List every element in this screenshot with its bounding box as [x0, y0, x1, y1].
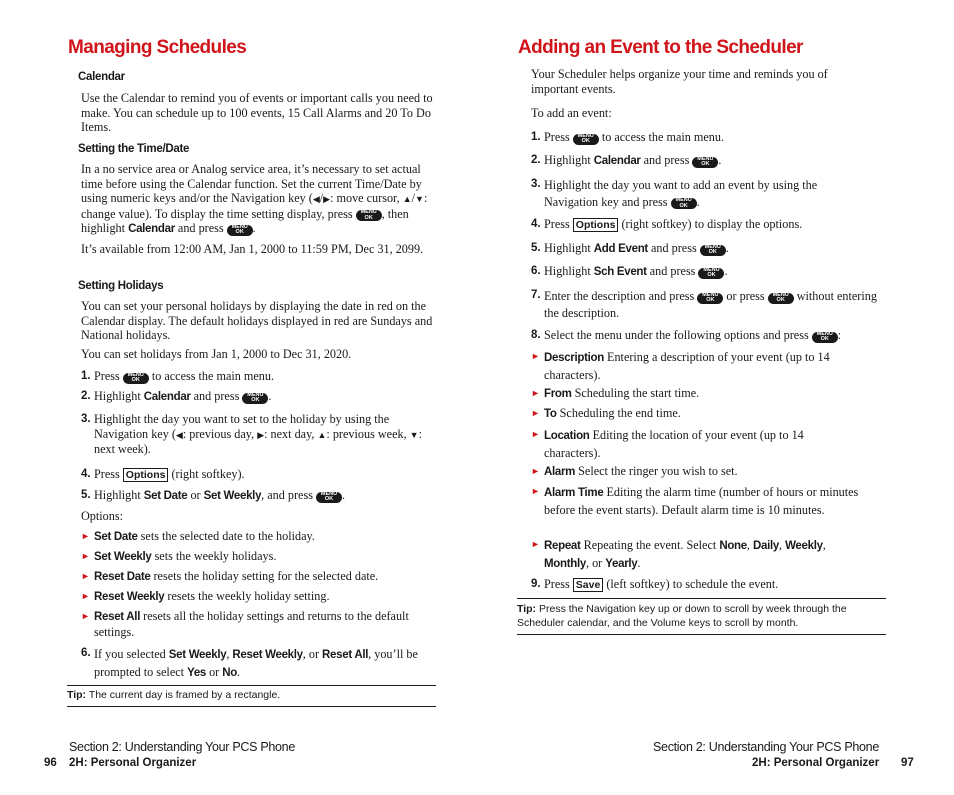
option-item: Reset Date resets the holiday setting for the selected date.: [94, 569, 379, 583]
save-softkey-label: Save: [573, 578, 604, 592]
up-arrow-icon: ▲: [402, 194, 412, 205]
left-arrow-icon: ◀: [312, 194, 320, 205]
step-6: If you selected Set Weekly, Reset Weekly, or Reset All, you’ll be prompted to select Yes or No.: [94, 647, 418, 679]
option-item: Location Editing the location of your event (up to 14 characters).: [544, 428, 804, 460]
holidays-range: You can set holidays from Jan 1, 2000 to Dec 31, 2020.: [81, 347, 352, 361]
bullet-icon: ►: [81, 551, 90, 561]
bullet-icon: ►: [531, 486, 540, 496]
step-2: Highlight Calendar and press MENU OK .: [544, 153, 722, 167]
menu-ok-key-icon: MENU OK: [573, 134, 599, 145]
option-item: Reset All resets all the holiday settings and returns to the default settings.: [94, 609, 409, 639]
page-title: Managing Schedules: [68, 37, 247, 58]
footer-section: Section 2: Understanding Your PCS Phone: [653, 740, 879, 754]
option-item: Repeat Repeating the event. Select None, Daily, Weekly, Monthly, or Yearly.: [544, 538, 826, 570]
menu-ok-key-icon: MENU OK: [697, 293, 723, 304]
page-number: 97: [901, 757, 914, 769]
option-item: To Scheduling the end time.: [544, 406, 681, 420]
bullet-icon: ►: [531, 539, 540, 549]
menu-ok-key-icon: MENU OK: [316, 492, 342, 503]
step-number: 9.: [531, 578, 541, 590]
right-arrow-icon: ▶: [323, 194, 331, 205]
menu-ok-key-icon: MENU OK: [242, 393, 268, 404]
time-date-heading: Setting the Time/Date: [78, 143, 190, 155]
right-arrow-icon: ▶: [257, 429, 265, 440]
bullet-icon: ►: [531, 466, 540, 476]
step-6: Highlight Sch Event and press MENU OK .: [544, 264, 728, 278]
calendar-heading: Calendar: [78, 71, 125, 83]
step-number: 6.: [81, 647, 91, 659]
step-4: Press Options (right softkey) to display the options.: [544, 217, 803, 231]
step-5: Highlight Set Date or Set Weekly, and press MENU OK .: [94, 488, 346, 502]
menu-ok-key-icon: MENU OK: [356, 210, 382, 221]
step-number: 4.: [531, 218, 541, 230]
footer-chapter: 2H: Personal Organizer: [69, 757, 197, 769]
footer-chapter: 2H: Personal Organizer: [752, 757, 880, 769]
bullet-icon: ►: [81, 591, 90, 601]
up-arrow-icon: ▲: [317, 429, 327, 440]
step-number: 2.: [81, 390, 91, 402]
menu-ok-key-icon: MENU OK: [812, 332, 838, 343]
step-4: Press Options (right softkey).: [94, 467, 245, 481]
menu-ok-key-icon: MENU OK: [123, 373, 149, 384]
option-item: Alarm Select the ringer you wish to set.: [544, 464, 738, 478]
down-arrow-icon: ▼: [415, 194, 424, 205]
tip-box: Tip: Press the Navigation key up or down to scroll by week through the Scheduler calendar, and the Volume keys to scroll by month.: [517, 598, 886, 635]
step-3: Highlight the day you want to add an event by using the Navigation key and press MENU OK .: [544, 178, 818, 209]
step-number: 1.: [81, 370, 91, 382]
step-number: 1.: [531, 131, 541, 143]
menu-ok-key-icon: MENU OK: [698, 268, 724, 279]
step-number: 7.: [531, 289, 541, 301]
holidays-heading: Setting Holidays: [78, 280, 164, 292]
step-number: 5.: [81, 489, 91, 501]
step-number: 4.: [81, 468, 91, 480]
time-date-range: It’s available from 12:00 AM, Jan 1, 2000 to 11:59 PM, Dec 31, 2099.: [81, 242, 424, 256]
option-item: Description Entering a description of your event (up to 14 characters).: [544, 350, 830, 382]
step-7: Enter the description and press MENU OK or press MENU OK without entering the description.: [544, 289, 877, 320]
calendar-text: Use the Calendar to remind you of events or important calls you need to make. You can schedule up to 100 events, 15 Call Alarms and 20 To Do Items.: [81, 91, 433, 135]
bullet-icon: ►: [81, 611, 90, 621]
step-number: 2.: [531, 154, 541, 166]
menu-ok-key-icon: MENU OK: [671, 198, 697, 209]
options-softkey-label: Options: [573, 218, 619, 232]
step-2: Highlight Calendar and press MENU OK .: [94, 389, 272, 403]
menu-ok-key-icon: MENU OK: [768, 293, 794, 304]
bullet-icon: ►: [531, 351, 540, 361]
step-number: 6.: [531, 265, 541, 277]
bullet-icon: ►: [81, 571, 90, 581]
step-9: Press Save (left softkey) to schedule the event.: [544, 577, 779, 591]
footer-section: Section 2: Understanding Your PCS Phone: [69, 740, 295, 754]
menu-ok-key-icon: MENU OK: [692, 157, 718, 168]
option-item: From Scheduling the start time.: [544, 386, 700, 400]
right-page: [477, 0, 954, 795]
page-title: Adding an Event to the Scheduler: [518, 37, 803, 58]
bullet-icon: ►: [531, 408, 540, 418]
menu-ok-key-icon: MENU OK: [227, 225, 253, 236]
intro-lead: To add an event:: [531, 106, 612, 120]
time-date-text: In a no service area or Analog service area, it’s necessary to set actual time before using the Calendar function. Set the current Time/Date by using numeric keys and/or the Navigation key (◀/▶: move cursor, ▲/▼: change value). To display the time setting display, press MENU OK , then highlight Calendar and press MENU OK .: [81, 162, 428, 236]
bullet-icon: ►: [81, 531, 90, 541]
option-item: Set Date sets the selected date to the holiday.: [94, 529, 315, 543]
left-arrow-icon: ◀: [175, 429, 183, 440]
step-number: 3.: [81, 413, 91, 425]
step-1: Press MENU OK to access the main menu.: [94, 369, 275, 383]
options-label: Options:: [81, 509, 123, 523]
down-arrow-icon: ▼: [409, 429, 419, 440]
option-item: Alarm Time Editing the alarm time (number of hours or minutes before the event starts). Default alarm time is 10 minutes.: [544, 485, 859, 517]
page-number: 96: [44, 757, 57, 769]
tip-box: Tip: The current day is framed by a rectangle.: [67, 685, 436, 707]
step-1: Press MENU OK to access the main menu.: [544, 130, 725, 144]
intro-text: Your Scheduler helps organize your time and reminds you of important events.: [531, 67, 828, 96]
bullet-icon: ►: [531, 429, 540, 439]
step-number: 8.: [531, 329, 541, 341]
options-softkey-label: Options: [123, 468, 169, 482]
bullet-icon: ►: [531, 388, 540, 398]
option-item: Set Weekly sets the weekly holidays.: [94, 549, 277, 563]
holidays-text: You can set your personal holidays by displaying the date in red on the Calendar display. The default holidays displayed in red are Sundays and National holidays.: [81, 299, 433, 343]
option-item: Reset Weekly resets the weekly holiday setting.: [94, 589, 330, 603]
step-5: Highlight Add Event and press MENU OK .: [544, 241, 729, 255]
step-number: 5.: [531, 242, 541, 254]
step-3: Highlight the day you want to set to the holiday by using the Navigation key (◀: previous day, ▶: next day, ▲: previous week, ▼: next week).: [94, 412, 422, 457]
menu-ok-key-icon: MENU OK: [700, 245, 726, 256]
step-8: Select the menu under the following options and press MENU OK :: [544, 328, 842, 342]
step-number: 3.: [531, 178, 541, 190]
